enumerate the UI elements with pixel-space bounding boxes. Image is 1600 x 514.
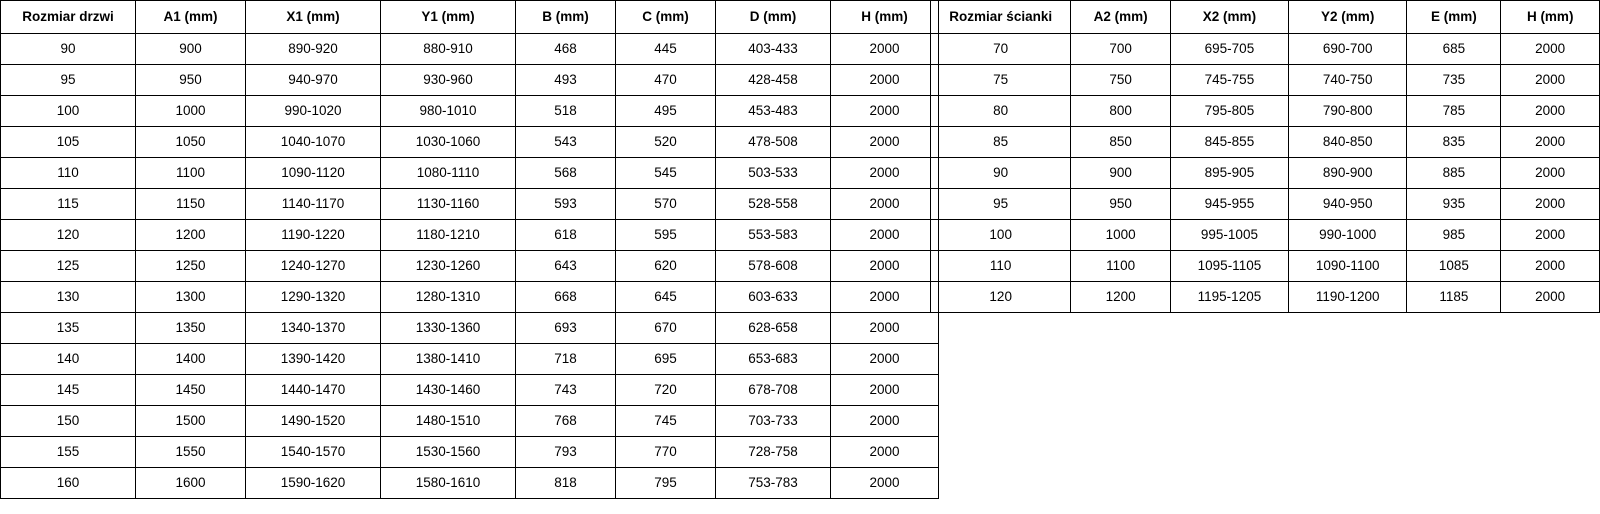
doors-table-cell: 1140-1170 [246,189,381,220]
doors-table-cell: 1090-1120 [246,158,381,189]
doors-table-cell: 470 [616,65,716,96]
walls-table-cell: 800 [1071,96,1170,127]
doors-table-cell: 1100 [136,158,246,189]
walls-table-column-header: A2 (mm) [1071,1,1170,34]
table-row [1,65,939,96]
doors-table-cell: 2000 [831,220,939,251]
doors-table-cell: 940-970 [246,65,381,96]
doors-table-cell: 110 [1,158,136,189]
doors-table-cell: 668 [516,282,616,313]
doors-table-cell: 1490-1520 [246,406,381,437]
walls-table-cell: 1085 [1407,251,1501,282]
doors-table-cell: 603-633 [716,282,831,313]
table-row [931,189,1600,220]
doors-table-cell: 1400 [136,344,246,375]
walls-table-cell: 75 [931,65,1071,96]
walls-table-cell: 2000 [1501,34,1600,65]
walls-table-cell: 840-850 [1289,127,1407,158]
doors-table-column-header: H (mm) [831,1,939,34]
walls-table-cell: 845-855 [1170,127,1288,158]
doors-table-cell: 1450 [136,375,246,406]
doors-table-cell: 793 [516,437,616,468]
doors-table-cell: 720 [616,375,716,406]
doors-table-cell: 145 [1,375,136,406]
walls-table-cell: 890-900 [1289,158,1407,189]
doors-table-cell: 578-608 [716,251,831,282]
walls-table-cell: 900 [1071,158,1170,189]
walls-table-cell: 985 [1407,220,1501,251]
walls-table-column-header: Rozmiar ścianki [931,1,1071,34]
doors-table-cell: 745 [616,406,716,437]
walls-table-cell: 690-700 [1289,34,1407,65]
walls-table-cell: 1100 [1071,251,1170,282]
walls-table-cell: 1195-1205 [1170,282,1288,313]
doors-table-cell: 620 [616,251,716,282]
doors-table-cell: 593 [516,189,616,220]
doors-table-cell: 718 [516,344,616,375]
walls-table-cell: 945-955 [1170,189,1288,220]
doors-table-cell: 1440-1470 [246,375,381,406]
doors-table-cell: 155 [1,437,136,468]
doors-table-cell: 105 [1,127,136,158]
doors-table-cell: 950 [136,65,246,96]
doors-table-cell: 570 [616,189,716,220]
walls-table-cell: 685 [1407,34,1501,65]
doors-table-cell: 2000 [831,34,939,65]
doors-table-cell: 1150 [136,189,246,220]
walls-table-cell: 110 [931,251,1071,282]
table-row [1,406,939,437]
walls-table-cell: 940-950 [1289,189,1407,220]
doors-table-cell: 770 [616,437,716,468]
walls-table-column-header: H (mm) [1501,1,1600,34]
walls-table-cell: 2000 [1501,282,1600,313]
doors-table-column-header: X1 (mm) [246,1,381,34]
doors-table-cell: 100 [1,96,136,127]
table-row [1,158,939,189]
doors-table-cell: 553-583 [716,220,831,251]
doors-table-cell: 428-458 [716,65,831,96]
doors-table-column-header: Y1 (mm) [381,1,516,34]
doors-table-column-header: A1 (mm) [136,1,246,34]
doors-table-cell: 140 [1,344,136,375]
doors-table-cell: 1580-1610 [381,468,516,499]
doors-table-cell: 1200 [136,220,246,251]
doors-table-cell: 503-533 [716,158,831,189]
doors-table-cell: 628-658 [716,313,831,344]
table-row [931,158,1600,189]
walls-table-cell: 785 [1407,96,1501,127]
walls-dimensions-table [930,0,1600,313]
walls-table-body [931,34,1600,313]
walls-table-cell: 1095-1105 [1170,251,1288,282]
walls-table-cell: 995-1005 [1170,220,1288,251]
table-row [931,251,1600,282]
doors-table-cell: 120 [1,220,136,251]
doors-table-cell: 743 [516,375,616,406]
doors-table-cell: 595 [616,220,716,251]
walls-table-cell: 1090-1100 [1289,251,1407,282]
walls-table-cell: 790-800 [1289,96,1407,127]
doors-table-cell: 1380-1410 [381,344,516,375]
walls-table-column-header: E (mm) [1407,1,1501,34]
walls-table-column-header: Y2 (mm) [1289,1,1407,34]
doors-table-cell: 528-558 [716,189,831,220]
doors-table-cell: 2000 [831,344,939,375]
table-row [1,313,939,344]
walls-table-cell: 2000 [1501,158,1600,189]
table-row [1,344,939,375]
walls-table-cell: 95 [931,189,1071,220]
doors-table-cell: 150 [1,406,136,437]
walls-table-cell: 70 [931,34,1071,65]
doors-table-cell: 678-708 [716,375,831,406]
doors-table-cell: 445 [616,34,716,65]
doors-table-cell: 518 [516,96,616,127]
walls-table-cell: 2000 [1501,189,1600,220]
walls-table-cell: 1190-1200 [1289,282,1407,313]
doors-table-cell: 2000 [831,313,939,344]
table-row [1,437,939,468]
doors-table-column-header: Rozmiar drzwi [1,1,136,34]
walls-table-cell: 90 [931,158,1071,189]
table-row [1,220,939,251]
walls-table-cell: 1185 [1407,282,1501,313]
table-header-row [1,1,939,34]
walls-table-cell: 750 [1071,65,1170,96]
doors-table-cell: 125 [1,251,136,282]
doors-table-cell: 2000 [831,96,939,127]
walls-table-header [931,1,1600,34]
table-row [1,34,939,65]
doors-table-column-header: B (mm) [516,1,616,34]
doors-table-cell: 2000 [831,65,939,96]
doors-table-cell: 90 [1,34,136,65]
doors-table-cell: 160 [1,468,136,499]
table-row [1,96,939,127]
doors-table-cell: 95 [1,65,136,96]
walls-table-cell: 745-755 [1170,65,1288,96]
table-header-row [931,1,1600,34]
doors-table-cell: 990-1020 [246,96,381,127]
doors-table-cell: 1000 [136,96,246,127]
doors-table-cell: 1590-1620 [246,468,381,499]
doors-table-cell: 1540-1570 [246,437,381,468]
doors-table-cell: 890-920 [246,34,381,65]
table-row [931,96,1600,127]
doors-table-cell: 1340-1370 [246,313,381,344]
doors-table-cell: 115 [1,189,136,220]
doors-table-cell: 643 [516,251,616,282]
walls-table-cell: 835 [1407,127,1501,158]
doors-table-cell: 1240-1270 [246,251,381,282]
doors-table-column-header: C (mm) [616,1,716,34]
doors-table-cell: 1080-1110 [381,158,516,189]
doors-table-cell: 2000 [831,158,939,189]
doors-table-cell: 728-758 [716,437,831,468]
doors-table-cell: 520 [616,127,716,158]
doors-table-cell: 2000 [831,127,939,158]
doors-table-cell: 618 [516,220,616,251]
doors-table-cell: 768 [516,406,616,437]
doors-table-cell: 880-910 [381,34,516,65]
table-row [1,282,939,313]
doors-table-cell: 1500 [136,406,246,437]
doors-table-cell: 568 [516,158,616,189]
walls-table-cell: 850 [1071,127,1170,158]
table-row [1,251,939,282]
table-row [1,127,939,158]
table-row [931,34,1600,65]
doors-table-cell: 980-1010 [381,96,516,127]
walls-table-cell: 990-1000 [1289,220,1407,251]
doors-table-cell: 930-960 [381,65,516,96]
doors-table-cell: 693 [516,313,616,344]
doors-table-cell: 2000 [831,437,939,468]
walls-table-cell: 950 [1071,189,1170,220]
doors-table-cell: 1480-1510 [381,406,516,437]
table-row [931,65,1600,96]
walls-table-cell: 795-805 [1170,96,1288,127]
doors-table-cell: 818 [516,468,616,499]
walls-table-cell: 100 [931,220,1071,251]
doors-table-cell: 2000 [831,375,939,406]
walls-table-cell: 1000 [1071,220,1170,251]
doors-table-cell: 695 [616,344,716,375]
walls-table-cell: 80 [931,96,1071,127]
doors-table-header [1,1,939,34]
doors-table-cell: 2000 [831,468,939,499]
walls-table-cell: 895-905 [1170,158,1288,189]
table-row [1,468,939,499]
table-row [1,375,939,406]
doors-table-cell: 2000 [831,406,939,437]
walls-table-cell: 735 [1407,65,1501,96]
doors-table-cell: 1330-1360 [381,313,516,344]
walls-table-cell: 700 [1071,34,1170,65]
walls-table-cell: 935 [1407,189,1501,220]
doors-table-cell: 703-733 [716,406,831,437]
doors-table-cell: 1030-1060 [381,127,516,158]
walls-table-cell: 2000 [1501,220,1600,251]
doors-table-cell: 653-683 [716,344,831,375]
walls-table-cell: 120 [931,282,1071,313]
doors-table-cell: 468 [516,34,616,65]
table-row [931,220,1600,251]
doors-table-cell: 795 [616,468,716,499]
walls-table-cell: 2000 [1501,127,1600,158]
walls-table-cell: 1200 [1071,282,1170,313]
doors-table-cell: 1300 [136,282,246,313]
doors-table-cell: 493 [516,65,616,96]
doors-table-cell: 545 [616,158,716,189]
doors-table-cell: 1430-1460 [381,375,516,406]
walls-table-cell: 695-705 [1170,34,1288,65]
doors-table-cell: 1250 [136,251,246,282]
walls-table-cell: 885 [1407,158,1501,189]
walls-table-cell: 2000 [1501,96,1600,127]
table-row [931,282,1600,313]
doors-table-cell: 2000 [831,282,939,313]
doors-table-cell: 900 [136,34,246,65]
doors-table-cell: 1280-1310 [381,282,516,313]
doors-table-cell: 403-433 [716,34,831,65]
table-row [1,189,939,220]
doors-table-cell: 543 [516,127,616,158]
doors-table-cell: 1050 [136,127,246,158]
walls-dimensions-table-container [930,0,1600,313]
doors-table-cell: 130 [1,282,136,313]
doors-table-cell: 1350 [136,313,246,344]
table-row [931,127,1600,158]
doors-table-cell: 1180-1210 [381,220,516,251]
doors-table-cell: 1190-1220 [246,220,381,251]
doors-table-cell: 2000 [831,189,939,220]
doors-table-cell: 670 [616,313,716,344]
walls-table-cell: 2000 [1501,251,1600,282]
walls-table-cell: 85 [931,127,1071,158]
doors-table-body [1,34,939,499]
doors-table-cell: 1600 [136,468,246,499]
doors-table-cell: 1040-1070 [246,127,381,158]
doors-table-column-header: D (mm) [716,1,831,34]
doors-table-cell: 453-483 [716,96,831,127]
doors-table-cell: 1130-1160 [381,189,516,220]
doors-table-cell: 1530-1560 [381,437,516,468]
doors-table-cell: 1290-1320 [246,282,381,313]
walls-table-column-header: X2 (mm) [1170,1,1288,34]
doors-table-cell: 645 [616,282,716,313]
doors-table-cell: 1390-1420 [246,344,381,375]
doors-table-cell: 1230-1260 [381,251,516,282]
doors-table-cell: 1550 [136,437,246,468]
doors-table-cell: 753-783 [716,468,831,499]
doors-table-cell: 495 [616,96,716,127]
walls-table-cell: 2000 [1501,65,1600,96]
walls-table-cell: 740-750 [1289,65,1407,96]
doors-table-cell: 478-508 [716,127,831,158]
doors-table-cell: 135 [1,313,136,344]
doors-table-cell: 2000 [831,251,939,282]
